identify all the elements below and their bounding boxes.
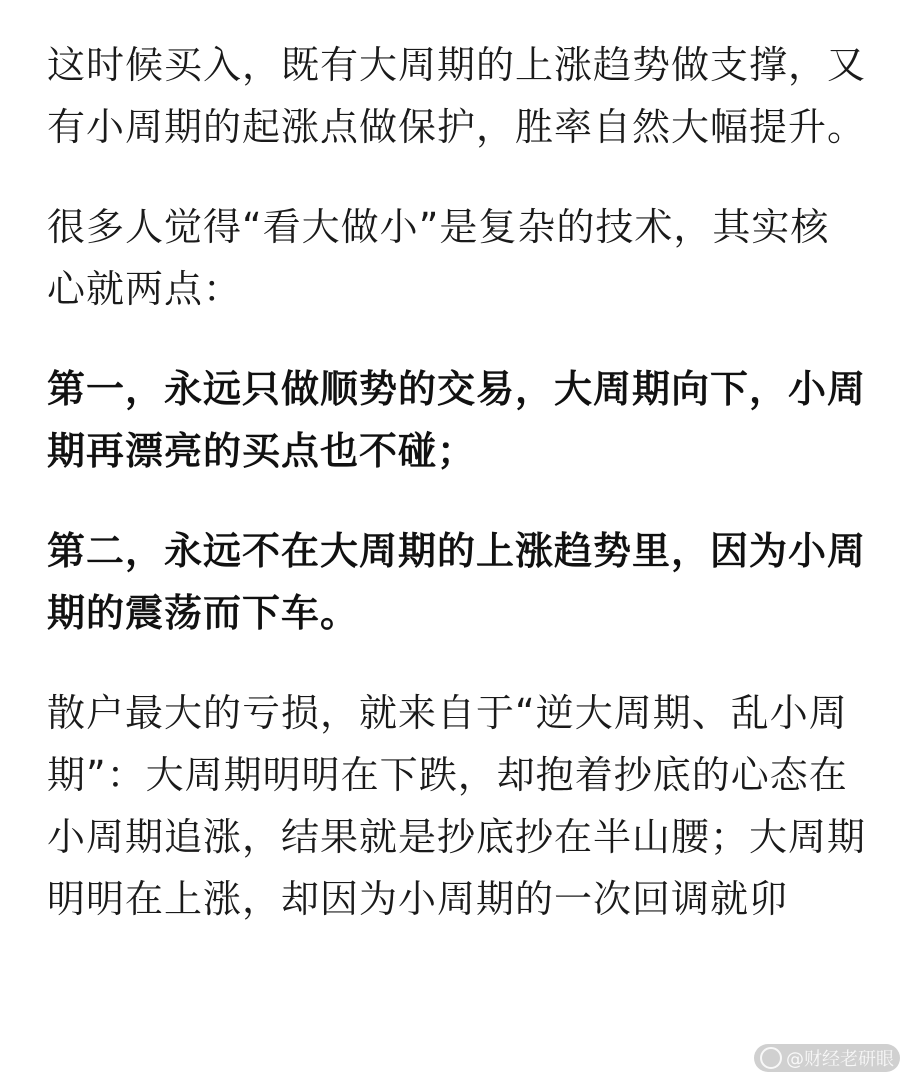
paragraph-5: 散户最大的亏损，就来自于“逆大周期、乱小周期”：大周期明明在下跌，却抱着抄底的心态在小周期追涨，结果就是抄底抄在半山腰；大周期明明在上涨，却因为小周期的一次回调就卯 (47, 691, 867, 921)
paragraph-1: 这时候买入，既有大周期的上涨趋势做支撑，又有小周期的起涨点做保护，胜率自然大幅提升。 (47, 43, 867, 149)
weibo-logo-icon (760, 1047, 782, 1069)
paragraph-4-bold: 第二，永远不在大周期的上涨趋势里，因为小周期的震荡而下车。 (47, 529, 867, 635)
article-body (47, 34, 867, 968)
paragraph-2: 很多人觉得“看大做小”是复杂的技术，其实核心就两点： (47, 205, 830, 311)
watermark (754, 1044, 900, 1072)
watermark-text: @财经老研眼 (786, 1049, 894, 1070)
paragraph-3-bold: 第一，永远只做顺势的交易，大周期向下，小周期再漂亮的买点也不碰； (47, 367, 867, 473)
